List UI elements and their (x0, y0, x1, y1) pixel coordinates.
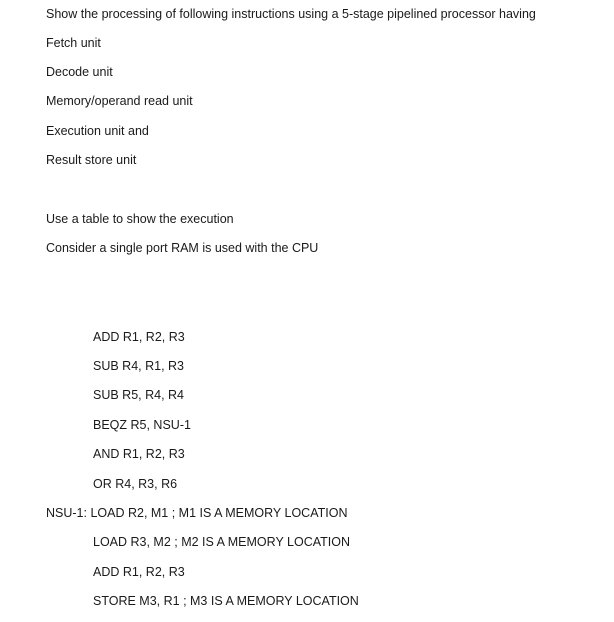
code-line: AND R1, R2, R3 (93, 447, 185, 461)
stage-fetch-unit: Fetch unit (46, 36, 101, 50)
code-line: SUB R4, R1, R3 (93, 359, 185, 373)
code-line: STORE M3, R1 ; M3 IS A MEMORY LOCATION (93, 594, 359, 608)
note-use-table: Use a table to show the execution (46, 212, 234, 226)
code-line: SUB R5, R4, R4 (93, 388, 185, 402)
stage-memory-operand-read-unit: Memory/operand read unit (46, 94, 193, 108)
stage-result-store-unit: Result store unit (46, 153, 137, 167)
code-line: BEQZ R5, NSU-1 (93, 418, 191, 432)
code-line: OR R4, R3, R6 (93, 477, 178, 491)
question-text: Show the processing of following instructions using a 5-stage pipelined processor having (46, 7, 536, 21)
stage-execution-unit: Execution unit and (46, 124, 149, 138)
note-single-port-ram: Consider a single port RAM is used with the CPU (46, 241, 319, 255)
stage-decode-unit: Decode unit (46, 65, 113, 79)
code-line: ADD R1, R2, R3 (93, 565, 185, 579)
code-line: LOAD R3, M2 ; M2 IS A MEMORY LOCATION (93, 535, 351, 549)
code-line-label-nsu-1: NSU-1: LOAD R2, M1 ; M1 IS A MEMORY LOCATION (46, 506, 348, 520)
code-line: ADD R1, R2, R3 (93, 330, 185, 344)
